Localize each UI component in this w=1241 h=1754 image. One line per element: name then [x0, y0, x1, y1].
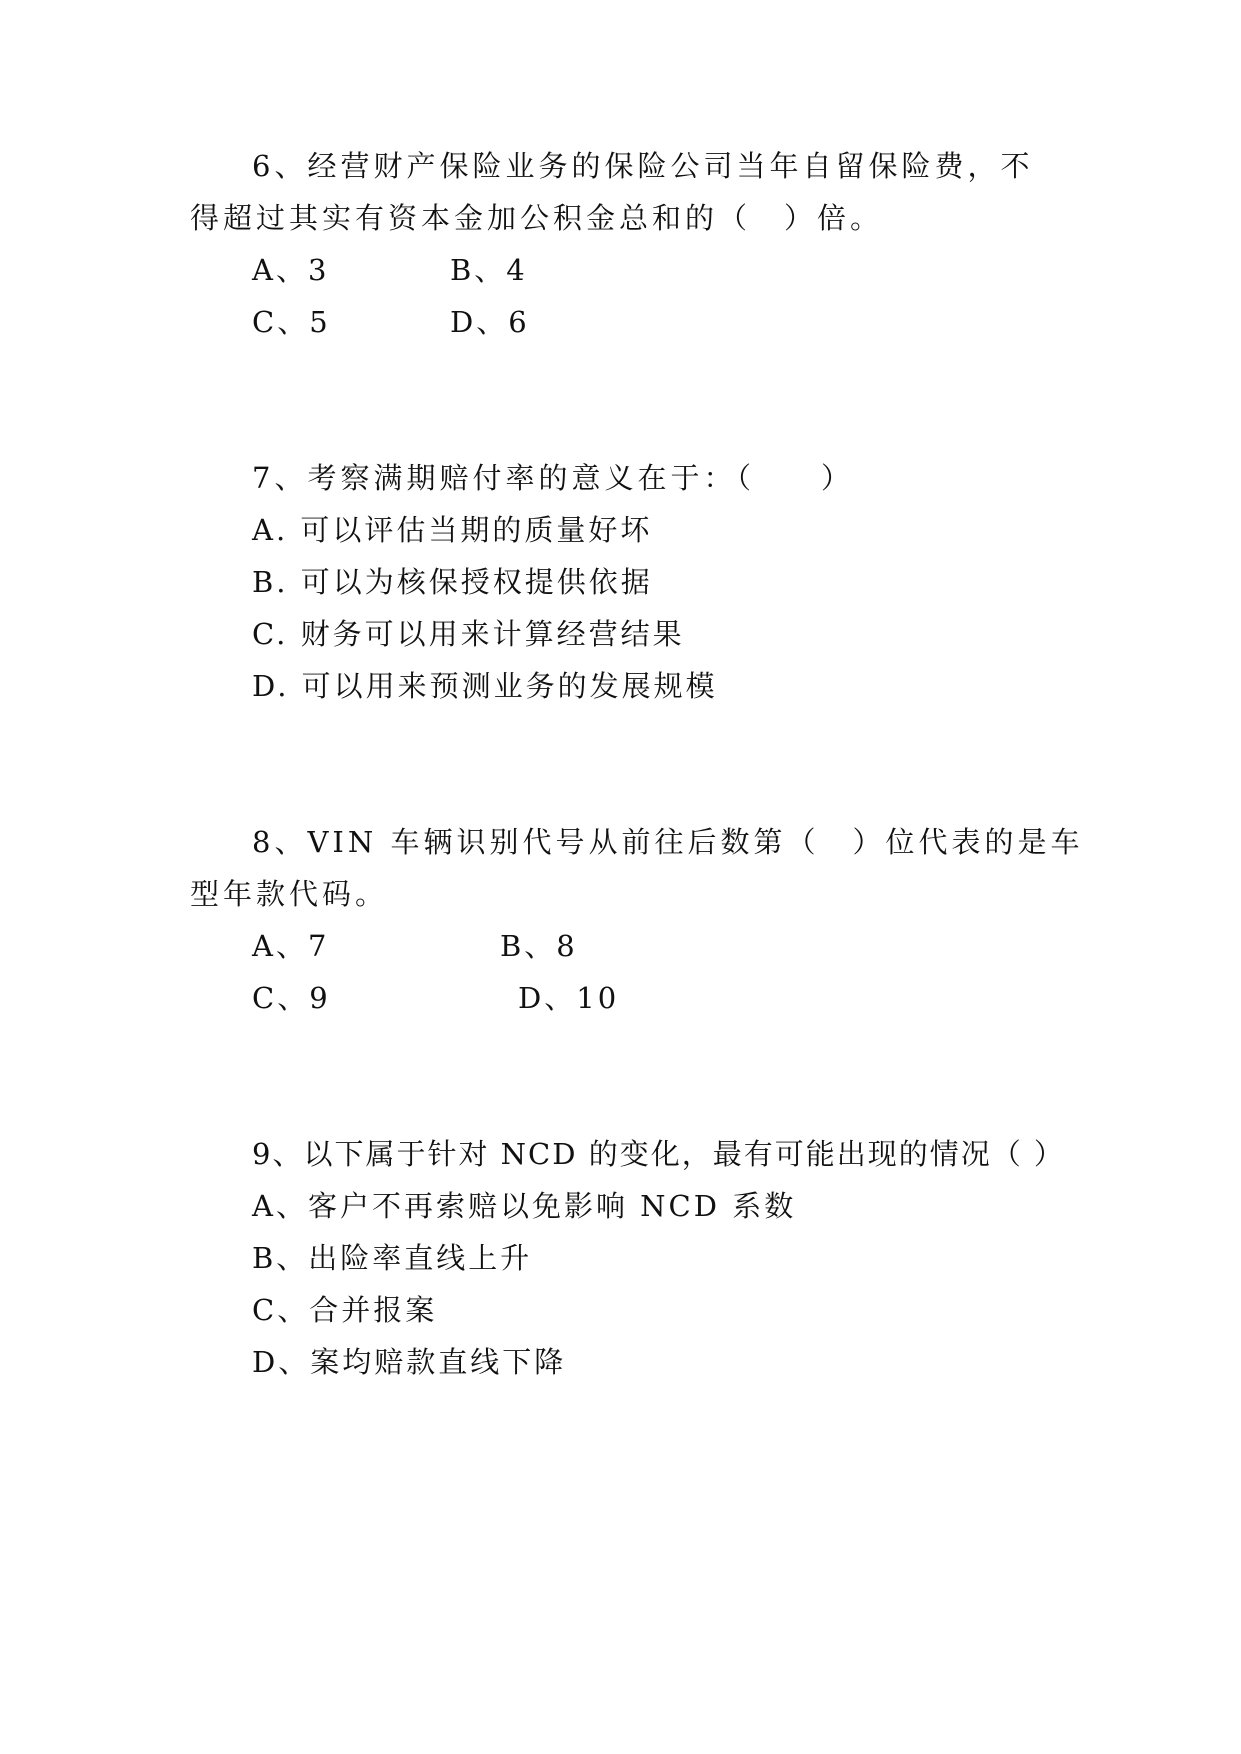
question-8-option-a: A、7	[252, 929, 330, 963]
question-8-stem-line-1: 8、VIN 车辆识别代号从前往后数第（ ）位代表的是车	[252, 825, 1084, 859]
question-6-option-c: C、5	[252, 305, 331, 339]
question-7-stem-line-1: 7、考察满期赔付率的意义在于：（ ）	[252, 461, 854, 495]
question-8-option-b: B、8	[500, 929, 578, 963]
question-7-option-a: A. 可以评估当期的质量好坏	[252, 513, 653, 547]
question-8-option-d: D、10	[518, 981, 620, 1015]
question-8-stem-line-2: 型年款代码。	[190, 877, 389, 911]
question-8-option-c: C、9	[252, 981, 331, 1015]
question-6-stem-line-1: 6、经营财产保险业务的保险公司当年自留保险费，不	[252, 149, 1034, 183]
question-6-option-d: D、6	[450, 305, 530, 339]
question-6-option-b: B、4	[450, 253, 528, 287]
question-9-option-a: A、客户不再索赔以免影响 NCD 系数	[252, 1189, 797, 1223]
question-6-option-a: A、3	[252, 253, 330, 287]
question-7-option-b: B. 可以为核保授权提供依据	[252, 565, 653, 599]
question-9-stem-line-1: 9、以下属于针对 NCD 的变化，最有可能出现的情况（ ）	[252, 1137, 1065, 1171]
question-9-option-d: D、案均赔款直线下降	[252, 1345, 567, 1379]
question-9-option-b: B、出险率直线上升	[252, 1241, 533, 1275]
question-7-option-d: D. 可以用来预测业务的发展规模	[252, 669, 718, 703]
question-7-option-c: C. 财务可以用来计算经营结果	[252, 617, 685, 651]
question-9-option-c: C、合并报案	[252, 1293, 438, 1327]
question-6-stem-line-2: 得超过其实有资本金加公积金总和的（ ）倍。	[190, 201, 884, 235]
